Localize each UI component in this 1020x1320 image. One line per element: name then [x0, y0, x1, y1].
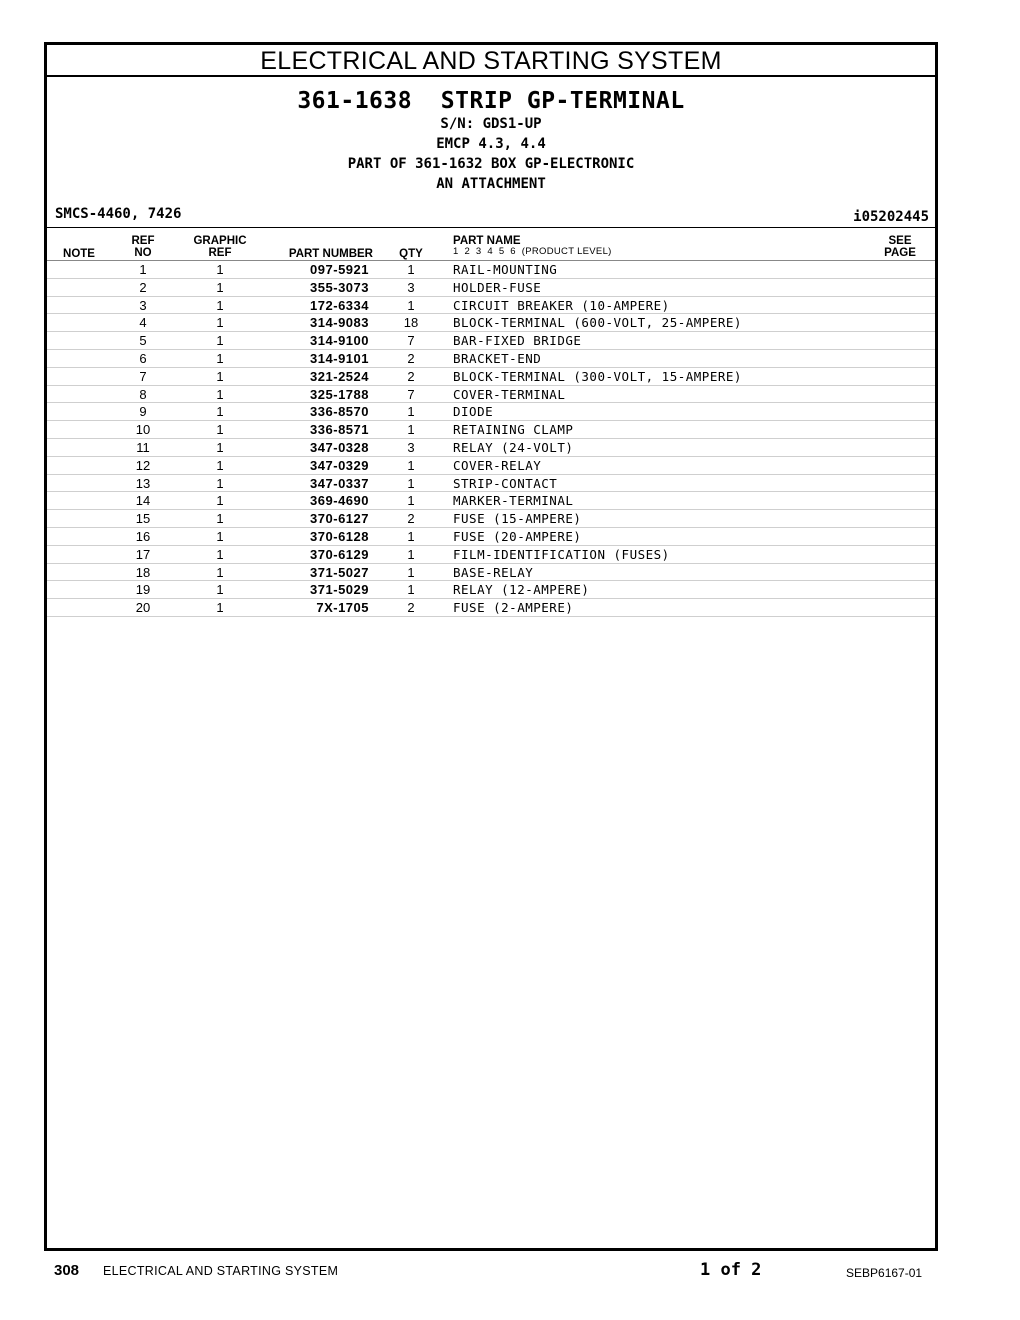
part-number: 347-0337	[310, 475, 369, 491]
quantity: 2	[407, 600, 415, 616]
part-number: 314-9083	[310, 315, 369, 331]
quantity: 1	[407, 262, 415, 277]
part-name: FUSE (2-AMPERE)	[453, 600, 574, 616]
graphic-ref: 1	[216, 457, 224, 473]
quantity: 2	[407, 350, 415, 366]
table-row	[47, 261, 935, 279]
part-name: RELAY (12-AMPERE)	[453, 582, 590, 598]
part-number: 370-6129	[310, 546, 369, 562]
graphic-ref: 1	[216, 546, 224, 562]
ref-no: 3	[139, 297, 147, 313]
page-of-count: 1 of 2	[700, 1260, 762, 1280]
part-name: RELAY (24-VOLT)	[453, 439, 574, 455]
ref-no: 5	[139, 333, 147, 349]
parts-list	[47, 261, 935, 617]
ref-no: 12	[135, 457, 151, 473]
illustration-id: i05202445	[853, 209, 929, 225]
ref-no: 8	[139, 386, 147, 402]
ref-no: 2	[139, 279, 147, 295]
part-name: BRACKET-END	[453, 350, 542, 366]
quantity: 2	[407, 511, 415, 527]
graphic-ref: 1	[216, 279, 224, 295]
table-row	[47, 421, 935, 439]
graphic-ref: 1	[216, 297, 224, 313]
graphic-ref: 1	[216, 528, 224, 544]
ref-no: 11	[136, 439, 150, 455]
quantity: 1	[407, 404, 415, 420]
ref-no: 13	[135, 475, 151, 491]
graphic-ref: 1	[216, 564, 224, 580]
quantity: 1	[407, 457, 415, 473]
ref-no: 4	[139, 315, 147, 331]
col-part-number: PART NUMBER	[288, 248, 373, 260]
col-part-name: PART NAME	[453, 235, 521, 247]
table-row	[47, 314, 935, 332]
col-product-levels: 1 2 3 4 5 6 (PRODUCT LEVEL)	[453, 246, 612, 257]
part-number: 369-4690	[310, 493, 369, 509]
table-row	[47, 528, 935, 546]
ref-no: 15	[135, 511, 151, 527]
ref-no: 19	[135, 582, 151, 598]
ref-no: 20	[135, 600, 151, 616]
ref-no: 10	[135, 422, 151, 438]
ref-no: 16	[135, 528, 151, 544]
table-row	[47, 439, 935, 457]
graphic-ref: 1	[216, 333, 224, 349]
graphic-ref: 1	[216, 439, 224, 455]
table-row	[47, 332, 935, 350]
part-number: 370-6128	[310, 528, 369, 544]
graphic-ref: 1	[216, 493, 224, 509]
col-graphic-top: GRAPHIC	[193, 235, 247, 247]
graphic-ref: 1	[216, 475, 224, 491]
table-row	[47, 350, 935, 368]
part-name: MARKER-TERMINAL	[453, 493, 574, 509]
table-row	[47, 599, 935, 617]
group-title: 361-1638 STRIP GP-TERMINAL	[297, 88, 685, 114]
column-headers	[47, 234, 935, 262]
part-number: 321-2524	[310, 368, 369, 384]
part-number: 336-8570	[310, 404, 369, 420]
graphic-ref: 1	[216, 350, 224, 366]
part-number: 371-5029	[310, 582, 369, 598]
quantity: 3	[407, 279, 415, 295]
quantity: 1	[407, 564, 415, 580]
table-row	[47, 581, 935, 599]
quantity: 1	[407, 422, 415, 438]
part-number: 371-5027	[310, 564, 369, 580]
part-name: FUSE (20-AMPERE)	[453, 528, 582, 544]
part-number: 347-0329	[310, 457, 369, 473]
part-name: STRIP-CONTACT	[453, 475, 558, 491]
ref-no: 18	[135, 564, 151, 580]
table-row	[47, 368, 935, 386]
part-name: BAR-FIXED BRIDGE	[453, 333, 582, 349]
quantity: 2	[407, 368, 415, 384]
graphic-ref: 1	[216, 511, 224, 527]
graphic-ref: 1	[216, 600, 224, 616]
part-number: 325-1788	[310, 386, 369, 402]
quantity: 7	[407, 333, 415, 349]
part-name: CIRCUIT BREAKER (10-AMPERE)	[453, 297, 670, 313]
table-row	[47, 510, 935, 528]
table-row	[47, 297, 935, 315]
ref-no: 17	[135, 546, 151, 562]
graphic-ref: 1	[216, 404, 224, 420]
part-number: 370-6127	[310, 511, 369, 527]
part-name: COVER-TERMINAL	[453, 386, 566, 402]
graphic-ref: 1	[216, 368, 224, 384]
part-number: 7X-1705	[316, 600, 369, 616]
header-divider	[47, 227, 935, 228]
part-name: DIODE	[453, 404, 494, 420]
part-number: 314-9101	[310, 350, 369, 366]
page-frame	[44, 42, 938, 1251]
ref-no: 14	[135, 493, 151, 509]
quantity: 1	[407, 493, 415, 509]
table-row	[47, 403, 935, 421]
graphic-ref: 1	[216, 582, 224, 598]
part-name: FILM-IDENTIFICATION (FUSES)	[453, 546, 670, 562]
table-row	[47, 475, 935, 493]
graphic-ref: 1	[216, 315, 224, 331]
section-banner: ELECTRICAL AND STARTING SYSTEM	[47, 45, 935, 77]
part-number: 314-9100	[310, 333, 369, 349]
part-name: BASE-RELAY	[453, 564, 534, 580]
col-see-bottom: PAGE	[884, 247, 916, 259]
quantity: 3	[407, 439, 415, 455]
ref-no: 1	[139, 262, 147, 277]
part-number: 172-6334	[310, 297, 369, 313]
graphic-ref: 1	[216, 422, 224, 438]
attachment-line: AN ATTACHMENT	[436, 176, 546, 192]
part-number: 097-5921	[310, 262, 369, 277]
table-row	[47, 279, 935, 297]
part-name: BLOCK-TERMINAL (600-VOLT, 25-AMPERE)	[453, 315, 742, 331]
part-number: 336-8571	[310, 422, 369, 438]
page-number: 308	[54, 1262, 80, 1279]
col-graphic-bottom: REF	[208, 247, 232, 259]
page-footer	[0, 1258, 1020, 1288]
part-name: HOLDER-FUSE	[453, 279, 542, 295]
quantity: 1	[407, 546, 415, 562]
graphic-ref: 1	[216, 386, 224, 402]
quantity: 1	[407, 528, 415, 544]
table-row	[47, 457, 935, 475]
part-name: BLOCK-TERMINAL (300-VOLT, 15-AMPERE)	[453, 368, 742, 384]
table-row	[47, 386, 935, 404]
part-name: COVER-RELAY	[453, 457, 542, 473]
serial-range: S/N: GDS1-UP	[440, 116, 542, 132]
col-ref-top: REF	[131, 235, 155, 247]
table-row	[47, 492, 935, 510]
col-ref-bottom: NO	[134, 247, 152, 259]
part-number: 347-0328	[310, 439, 369, 455]
ref-no: 6	[139, 350, 147, 366]
graphic-ref: 1	[216, 262, 224, 277]
group-heading	[47, 88, 935, 194]
emcp-versions: EMCP 4.3, 4.4	[436, 136, 546, 152]
part-name: RETAINING CLAMP	[453, 422, 574, 438]
quantity: 1	[407, 475, 415, 491]
ref-no: 7	[139, 368, 147, 384]
part-number: 355-3073	[310, 279, 369, 295]
part-of-line: PART OF 361-1632 BOX GP-ELECTRONIC	[347, 156, 635, 172]
ref-no: 9	[139, 404, 147, 420]
col-qty: QTY	[399, 248, 423, 260]
table-row	[47, 564, 935, 582]
part-name: RAIL-MOUNTING	[453, 262, 558, 277]
quantity: 18	[403, 315, 419, 331]
quantity: 7	[407, 386, 415, 402]
quantity: 1	[407, 297, 415, 313]
col-see-top: SEE	[888, 235, 912, 247]
document-id: SEBP6167-01	[846, 1266, 923, 1280]
col-note: NOTE	[63, 248, 95, 260]
quantity: 1	[407, 582, 415, 598]
part-name: FUSE (15-AMPERE)	[453, 511, 582, 527]
footer-section-title: ELECTRICAL AND STARTING SYSTEM	[103, 1264, 339, 1278]
smcs-code: SMCS-4460, 7426	[55, 206, 182, 222]
table-row	[47, 546, 935, 564]
